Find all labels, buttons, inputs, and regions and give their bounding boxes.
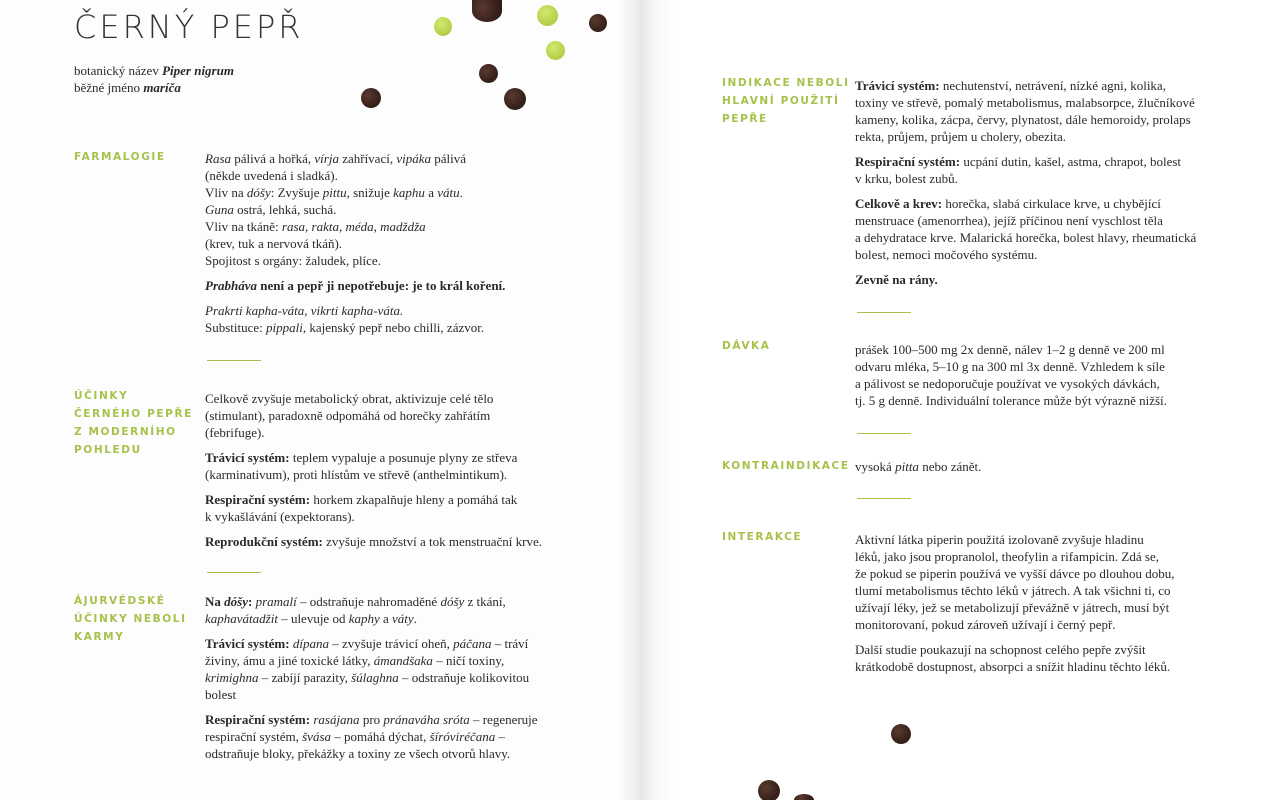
section-label-effects: ÚČINKY ČERNÉHO PEPŘE Z MODERNÍHO POHLEDU xyxy=(74,390,193,456)
peppercorn-black-icon xyxy=(361,88,381,108)
farmacology-text xyxy=(205,150,605,344)
peppercorn-black-icon xyxy=(504,88,526,110)
botanical-name-line xyxy=(74,62,234,79)
peppercorn-black-icon xyxy=(794,794,814,800)
section-label-indications: INDIKACE NEBOLI HLAVNÍ POUŽITÍ PEPŘE xyxy=(722,77,850,125)
section-label-ayurveda: ÁJURVÉDSKÉ ÚČINKY NEBOLI KARMY xyxy=(74,595,187,643)
dose-text: prášek 100–500 mg 2x denně, nálev 1–2 g denně ve 200 ml odvaru mléka, 5–10 g na 300 ml 3x denně. Vzhledem k síle a pálivost se nedoporučuje používat ve vysokých dávkách, tj. 5 g denně. Individuální tolerance může být výrazně nižší. xyxy=(855,342,1167,408)
section-label-dose: DÁVKA xyxy=(722,340,771,352)
peppercorn-green-icon xyxy=(546,41,565,60)
section-divider xyxy=(857,433,911,434)
left-page xyxy=(0,0,638,800)
peppercorn-green-icon xyxy=(537,5,558,26)
botanical-prefix: botanický název xyxy=(74,63,163,78)
page-title: ČERNÝ PEPŘ xyxy=(74,8,304,46)
indications-text: Trávicí systém: nechutenství, netrávení, nízké agni, kolika, toxiny ve střevě, pomalý metabolismus, malabsorpce, žlučníkové kameny, kolika, zácpa, červy, plynatost, dále hemoroidy, prolaps rekta, průjem, průjem u cholery, obezita. Respirační systém: ucpání dutin, kašel, astma, chrapot, bolest v krku, bolest zubů. Celkově a krev: horečka, slabá cirkulace krve, u chybějící menstruace (amenorrhea), jejíž příčinou není vyschlost těla a dehydratace krve. Malarická horečka, bolest hlavy, rheumatická bolest, nemoci močového systému. Zevně na rány. xyxy=(855,78,1197,287)
right-page xyxy=(640,0,1280,800)
peppercorn-black-icon xyxy=(589,14,607,32)
common-name: maríča xyxy=(143,80,181,95)
common-name-line xyxy=(74,79,234,96)
section-divider xyxy=(857,498,911,499)
ayurveda-text: Na dóšy: pramalí – odstraňuje nahromaděné dóšy z tkání, kaphavátadžit – ulevuje od kaphy a váty. Trávicí systém: dípana – zvyšuje trávicí oheň, páčana – tráví živiny, ámu a jiné toxické látky, ámandšaka – ničí toxiny, krimighna – zabíjí parazity, šúlaghna – odstraňuje kolikovitou bolest Respirační systém: rasájana pro pránaváha sróta – regeneruje respirační systém, švása – pomáhá dýchat, šíróviréčana – odstraňuje bloky, překážky a toxiny ze všech otvorů hlavy. xyxy=(205,594,538,761)
substitution-paragraph: Prakrti kapha-váta, vikrti kapha-váta. Substituce: pippali, kajenský pepř nebo chilli, zázvor. xyxy=(205,303,485,335)
interaction-text: Aktivní látka piperin použitá izolovaně zvyšuje hladinu léků, jako jsou propranolol, theofylin a rifampicin. Zdá se, že pokud se piperin používá ve vyšší dávce po dlouhou dobu, tlumí metabolismus těchto léků v játrech. A tak všichni ti, co užívají léky, jež se metabolizují převážně v játrech, musí být monitorovaní, pokud zároveň užívají i černý pepř. Další studie poukazují na schopnost celého pepře zvýšit krátkodobě dostupnost, absorpci a snížit hladinu těchto léků. xyxy=(855,532,1175,674)
peppercorn-black-icon xyxy=(479,64,498,83)
contraindications-text: vysoká pitta nebo zánět. xyxy=(855,459,982,474)
farmacology-paragraph: Rasa pálivá a hořká, vírja zahřívací, vipáka pálivá (někde uvedená i sladká). Vliv na dóšy: Zvyšuje pittu, snižuje kaphu a vátu. Guna ostrá, lehká, suchá. Vliv na tkáně: rasa, rakta, méda, madždža (krev, tuk a nervová tkáň). Spojitost s orgány: žaludek, plíce. xyxy=(205,151,467,268)
peppercorn-black-icon xyxy=(472,0,502,22)
common-prefix: běžné jméno xyxy=(74,80,144,95)
botanical-name: Piper nigrum xyxy=(162,63,234,78)
section-divider xyxy=(207,360,261,361)
section-label-contraindications: KONTRAINDIKACE xyxy=(722,460,850,472)
effects-text: Celkově zvyšuje metabolický obrat, aktivizuje celé tělo (stimulant), paradoxně odpomáhá od horečky zahřátím (febrifuge). Trávicí systém: teplem vypaluje a posunuje plyny ze střeva (karminativum), proti hlístům ve střevě (anthelmintikum). Respirační systém: horkem zkapalňuje hleny a pomáhá tak k vykašlávání (expektorans). Reprodukční systém: zvyšuje množství a tok menstruační krve. xyxy=(205,391,542,549)
names-block xyxy=(74,62,234,96)
section-label-interaction: INTERAKCE xyxy=(722,531,803,543)
section-label-farmacology: FARMALOGIE xyxy=(74,151,166,163)
prabhava-paragraph: Prabháva není a pepř ji nepotřebuje: je to král koření. xyxy=(205,278,506,293)
section-divider xyxy=(857,312,911,313)
peppercorn-black-icon xyxy=(758,780,780,800)
peppercorn-black-icon xyxy=(891,724,911,744)
section-divider xyxy=(207,572,261,573)
peppercorn-green-icon xyxy=(434,17,452,36)
